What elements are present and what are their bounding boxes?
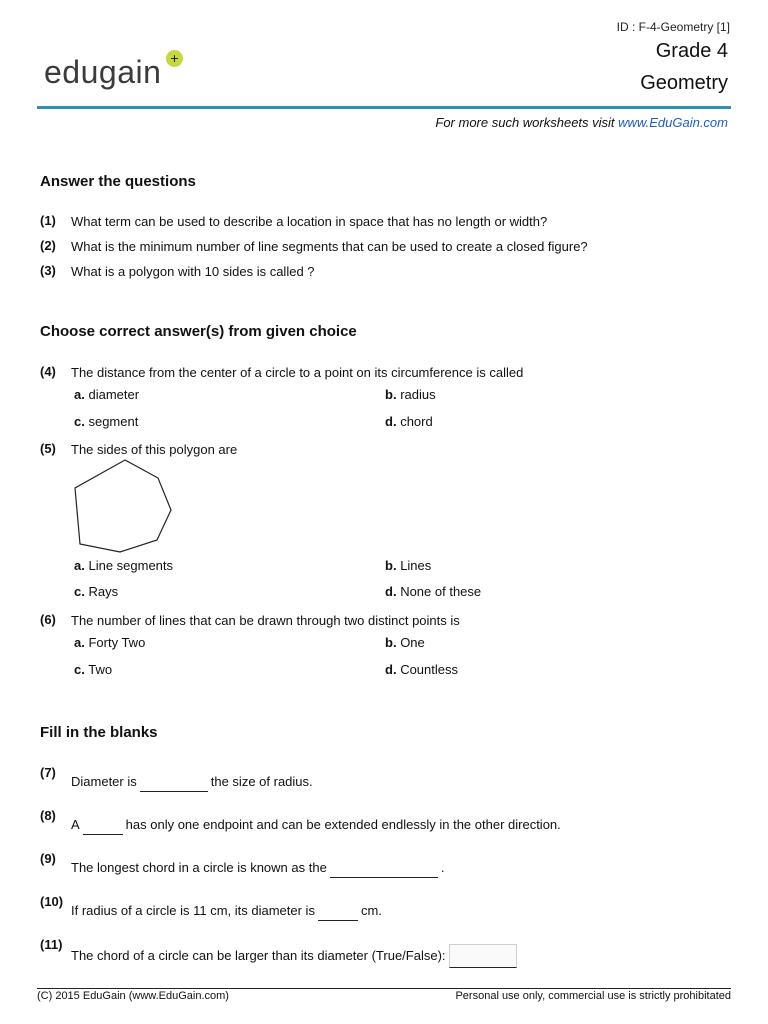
option-c[interactable]: c. Two (74, 662, 113, 677)
question-text: What is the minimum number of line segments that can be used to create a closed figure? (71, 239, 588, 254)
section-title-choose: Choose correct answer(s) from given choice (40, 323, 357, 340)
footer-usage-note: Personal use only, commercial use is strictly prohibitated (455, 990, 731, 1002)
question-number: (7) (40, 765, 56, 780)
question-number: (3) (40, 263, 56, 278)
question-number: (5) (40, 441, 56, 456)
worksheet-id: ID : F-4-Geometry [1] (616, 20, 730, 34)
footer-divider (37, 988, 731, 989)
visit-text: For more such worksheets visit (435, 115, 615, 130)
fill-blank-sentence: A has only one endpoint and can be extended endlessly in the other direction. (71, 815, 561, 835)
section-title-answer: Answer the questions (40, 173, 196, 190)
question-text: The sides of this polygon are (71, 442, 238, 457)
option-d[interactable]: d. Countless (385, 662, 458, 677)
fill-blank-sentence: If radius of a circle is 11 cm, its diameter is cm. (71, 901, 382, 921)
grade-label: Grade 4 (655, 40, 728, 62)
question-number: (2) (40, 238, 56, 253)
visit-line (435, 115, 728, 130)
option-a[interactable]: a. Line segments (74, 558, 174, 573)
heptagon-figure (70, 458, 176, 556)
question-number: (11) (40, 937, 63, 952)
option-a[interactable]: a. Forty Two (74, 635, 146, 650)
logo-text: edugain (44, 54, 162, 90)
option-c[interactable]: c. segment (74, 414, 139, 429)
answer-blank[interactable] (318, 901, 358, 921)
fill-blank-sentence: The chord of a circle can be larger than its diameter (True/False): (71, 944, 520, 968)
option-d[interactable]: d. None of these (385, 584, 482, 599)
question-number: (9) (40, 851, 56, 866)
option-c[interactable]: c. Rays (74, 584, 119, 599)
header-divider (37, 106, 731, 109)
option-a[interactable]: a. diameter (74, 387, 140, 402)
plus-icon: + (166, 50, 183, 67)
question-number: (1) (40, 213, 56, 228)
fill-blank-sentence: The longest chord in a circle is known as the . (71, 858, 444, 878)
question-number: (10) (40, 894, 64, 909)
answer-blank[interactable] (140, 772, 208, 792)
subject-label: Geometry (640, 72, 728, 94)
option-b[interactable]: b. One (385, 635, 425, 650)
footer-copyright: (C) 2015 EduGain (www.EduGain.com) (37, 990, 229, 1002)
question-text: What is a polygon with 10 sides is called ? (71, 264, 315, 279)
answer-blank[interactable] (83, 815, 123, 835)
edugain-link[interactable]: www.EduGain.com (618, 115, 728, 130)
question-text: The distance from the center of a circle to a point on its circumference is called (71, 365, 524, 380)
question-number: (4) (40, 364, 56, 379)
question-number: (8) (40, 808, 56, 823)
question-text: The number of lines that can be drawn through two distinct points is (71, 613, 460, 628)
answer-blank[interactable] (330, 858, 438, 878)
edugain-logo (44, 50, 204, 96)
section-title-fill: Fill in the blanks (40, 724, 158, 741)
answer-box[interactable] (449, 944, 517, 968)
option-d[interactable]: d. chord (385, 414, 433, 429)
fill-blank-sentence: Diameter is the size of radius. (71, 772, 313, 792)
question-number: (6) (40, 612, 56, 627)
question-text: What term can be used to describe a location in space that has no length or width? (71, 214, 548, 229)
option-b[interactable]: b. radius (385, 387, 436, 402)
option-b[interactable]: b. Lines (385, 558, 432, 573)
